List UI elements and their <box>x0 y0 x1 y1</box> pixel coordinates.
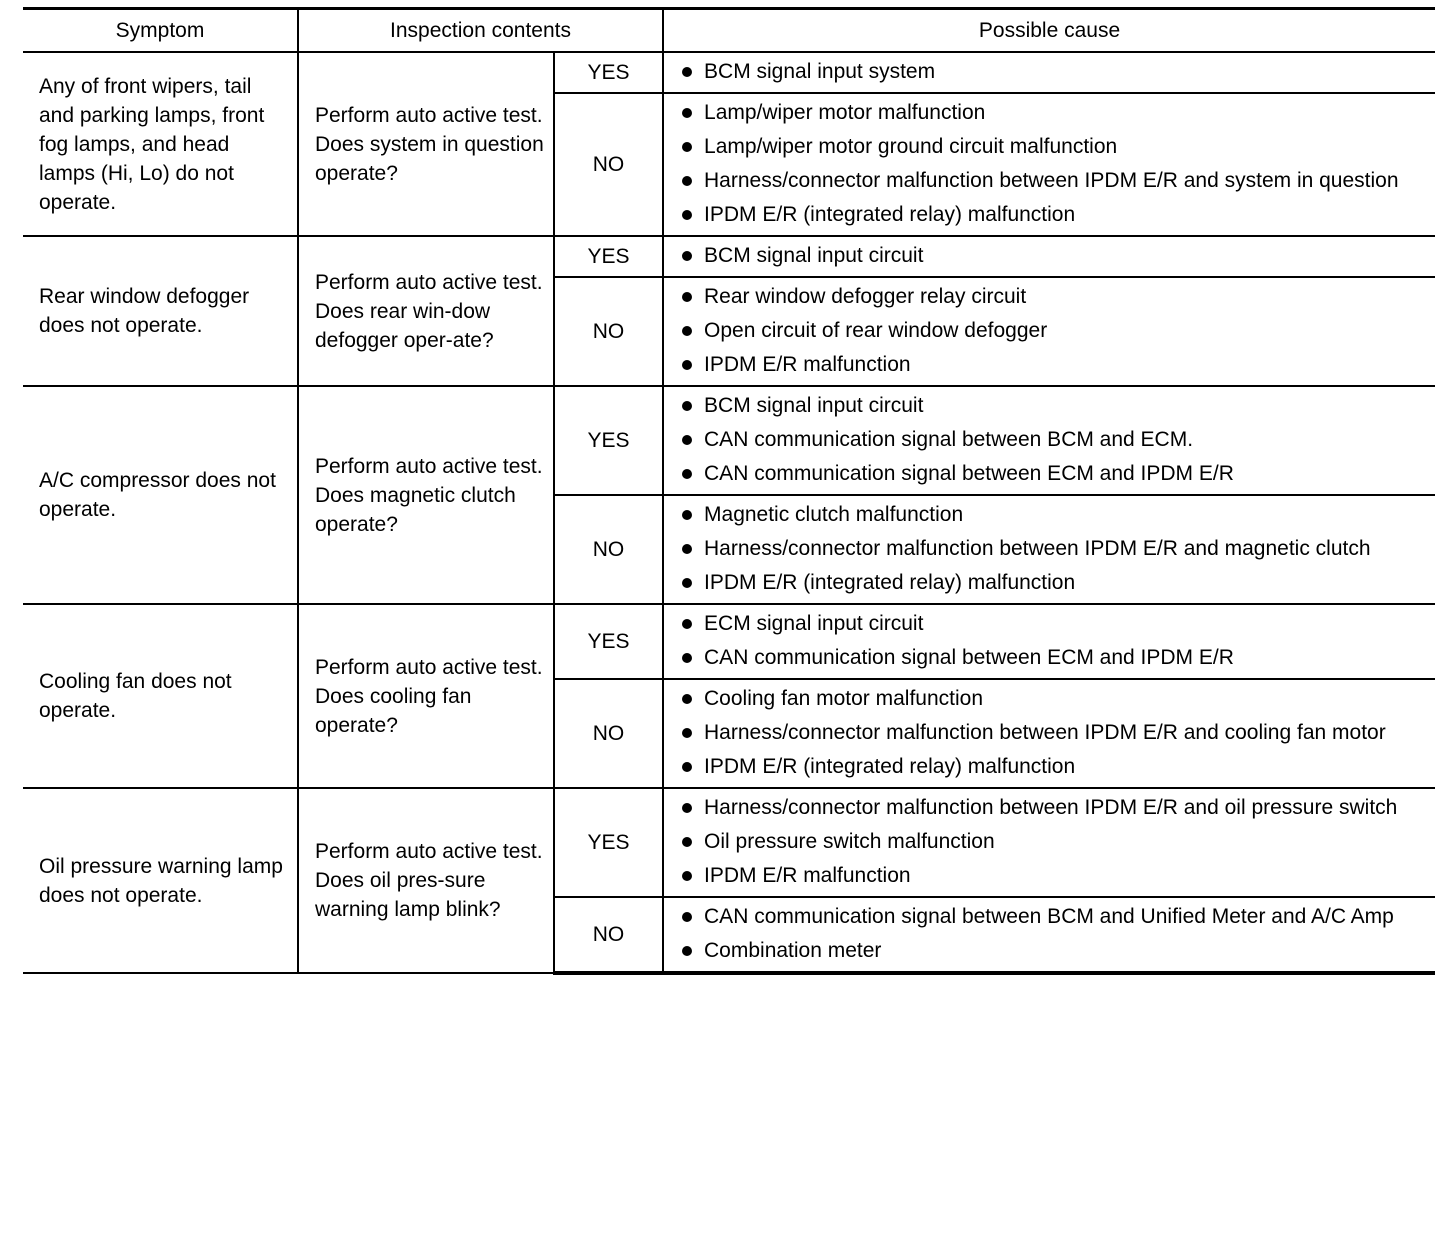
cause-item: Lamp/wiper motor ground circuit malfunction <box>682 132 1427 161</box>
symptom-cell: A/C compressor does not operate. <box>23 386 298 604</box>
symptom-cell: Any of front wipers, tail and parking lamps, front fog lamps, and head lamps (Hi, Lo) do not operate. <box>23 52 298 236</box>
cause-header: Possible cause <box>663 9 1435 53</box>
result-no: NO <box>554 897 663 973</box>
cause-item: ECM signal input circuit <box>682 609 1427 638</box>
bullet-icon <box>682 946 692 956</box>
cause-cell <box>663 495 1435 604</box>
result-yes: YES <box>554 236 663 277</box>
cause-item: CAN communication signal between ECM and IPDM E/R <box>682 643 1427 672</box>
cause-item: Harness/connector malfunction between IPDM E/R and oil pressure switch <box>682 793 1427 822</box>
cause-cell <box>663 897 1435 973</box>
cause-item: Open circuit of rear window defogger <box>682 316 1427 345</box>
bullet-icon <box>682 435 692 445</box>
bullet-icon <box>682 912 692 922</box>
bullet-icon <box>682 67 692 77</box>
table-row <box>23 386 1435 495</box>
cause-cell <box>663 93 1435 236</box>
result-no: NO <box>554 277 663 386</box>
table-row <box>23 788 1435 897</box>
result-yes: YES <box>554 386 663 495</box>
cause-item: Harness/connector malfunction between IPDM E/R and cooling fan motor <box>682 718 1427 747</box>
bullet-icon <box>682 326 692 336</box>
bullet-icon <box>682 176 692 186</box>
cause-cell <box>663 236 1435 277</box>
bullet-icon <box>682 401 692 411</box>
diagnosis-table <box>23 7 1435 975</box>
bullet-icon <box>682 108 692 118</box>
result-yes: YES <box>554 52 663 93</box>
bullet-icon <box>682 292 692 302</box>
bullet-icon <box>682 210 692 220</box>
inspection-cell: Perform auto active test. Does cooling fan operate? <box>298 604 554 788</box>
bullet-icon <box>682 694 692 704</box>
bullet-icon <box>682 544 692 554</box>
cause-item: CAN communication signal between ECM and IPDM E/R <box>682 459 1427 488</box>
bullet-icon <box>682 728 692 738</box>
symptom-cell: Rear window defogger does not operate. <box>23 236 298 386</box>
result-yes: YES <box>554 604 663 679</box>
symptom-cell: Oil pressure warning lamp does not operate. <box>23 788 298 973</box>
cause-cell <box>663 604 1435 679</box>
table-row <box>23 236 1435 277</box>
result-no: NO <box>554 93 663 236</box>
bullet-icon <box>682 619 692 629</box>
cause-item: Cooling fan motor malfunction <box>682 684 1427 713</box>
bullet-icon <box>682 510 692 520</box>
bullet-icon <box>682 360 692 370</box>
table-row <box>23 52 1435 93</box>
cause-item: Rear window defogger relay circuit <box>682 282 1427 311</box>
inspection-cell: Perform auto active test. Does oil pres-sure warning lamp blink? <box>298 788 554 973</box>
bullet-icon <box>682 469 692 479</box>
cause-item: BCM signal input circuit <box>682 241 1427 270</box>
cause-cell <box>663 386 1435 495</box>
inspection-cell: Perform auto active test. Does magnetic clutch operate? <box>298 386 554 604</box>
bullet-icon <box>682 762 692 772</box>
inspection-header: Inspection contents <box>298 9 663 53</box>
cause-item: Harness/connector malfunction between IPDM E/R and system in question <box>682 166 1427 195</box>
bullet-icon <box>682 578 692 588</box>
inspection-cell: Perform auto active test. Does system in question operate? <box>298 52 554 236</box>
cause-item: Combination meter <box>682 936 1427 965</box>
inspection-cell: Perform auto active test. Does rear win-dow defogger oper-ate? <box>298 236 554 386</box>
cause-item: CAN communication signal between BCM and ECM. <box>682 425 1427 454</box>
header-row <box>23 9 1435 53</box>
cause-item: IPDM E/R (integrated relay) malfunction <box>682 200 1427 229</box>
cause-cell <box>663 788 1435 897</box>
symptom-cell: Cooling fan does not operate. <box>23 604 298 788</box>
bullet-icon <box>682 142 692 152</box>
cause-item: BCM signal input system <box>682 57 1427 86</box>
cause-item: Harness/connector malfunction between IPDM E/R and magnetic clutch <box>682 534 1427 563</box>
bullet-icon <box>682 837 692 847</box>
cause-item: IPDM E/R (integrated relay) malfunction <box>682 568 1427 597</box>
result-no: NO <box>554 495 663 604</box>
result-yes: YES <box>554 788 663 897</box>
cause-item: IPDM E/R malfunction <box>682 861 1427 890</box>
bullet-icon <box>682 653 692 663</box>
result-no: NO <box>554 679 663 788</box>
bullet-icon <box>682 871 692 881</box>
cause-item: Oil pressure switch malfunction <box>682 827 1427 856</box>
table-row <box>23 604 1435 679</box>
cause-cell <box>663 277 1435 386</box>
bullet-icon <box>682 251 692 261</box>
symptom-header: Symptom <box>23 9 298 53</box>
cause-cell <box>663 679 1435 788</box>
cause-item: BCM signal input circuit <box>682 391 1427 420</box>
cause-item: IPDM E/R malfunction <box>682 350 1427 379</box>
cause-item: CAN communication signal between BCM and Unified Meter and A/C Amp <box>682 902 1427 931</box>
cause-item: IPDM E/R (integrated relay) malfunction <box>682 752 1427 781</box>
cause-item: Magnetic clutch malfunction <box>682 500 1427 529</box>
bullet-icon <box>682 803 692 813</box>
cause-cell <box>663 52 1435 93</box>
cause-item: Lamp/wiper motor malfunction <box>682 98 1427 127</box>
